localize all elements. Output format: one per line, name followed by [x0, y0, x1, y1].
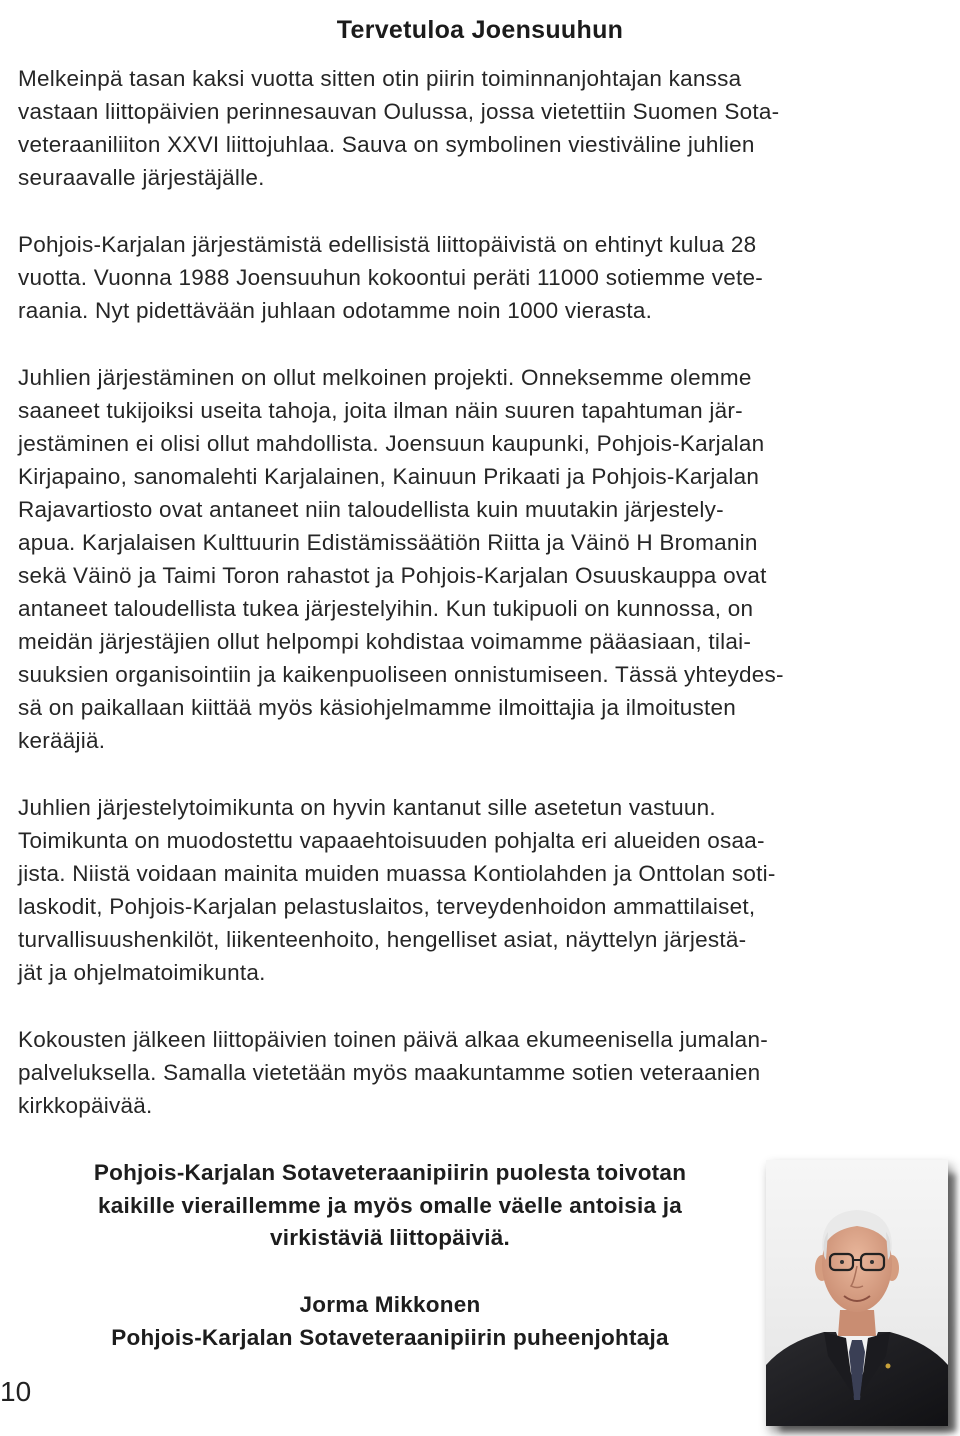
intro-paragraph: [18, 62, 942, 194]
text-line: apua. Karjalaisen Kulttuurin Edistämissäätiön Riitta ja Väinö H Bromanin: [18, 530, 758, 555]
text-line: vuotta. Vuonna 1988 Joensuuhun kokoontui peräti 11000 sotiemme vete-: [18, 265, 763, 290]
text-line: meidän järjestäjien ollut helpompi kohdistaa voimamme pääasiaan, tilai-: [18, 629, 752, 654]
text-line: kerääjiä.: [18, 728, 106, 753]
closing-line: kaikille vieraillemme ja myös omalle väelle antoisia ja: [97, 1192, 683, 1218]
text-line: Kirjapaino, sanomalehti Karjalainen, Kainuun Prikaati ja Pohjois-Karjalan: [18, 464, 760, 489]
closing-greeting: [20, 1157, 760, 1255]
closing-line: virkistäviä liittopäiviä.: [269, 1225, 511, 1250]
signature-role: Pohjois-Karjalan Sotaveteraanipiirin puheenjohtaja: [111, 1324, 669, 1350]
text-line: Melkeinpä tasan kaksi vuotta sitten otin piirin toiminnanjohtajan kanssa: [18, 66, 742, 91]
page-number: 10: [0, 1376, 32, 1407]
text-line: Juhlien järjestäminen on ollut melkoinen projekti. Onneksemme olemme: [18, 365, 752, 390]
text-line: antaneet taloudellista tukea järjestelyihin. Kun tukipuoli on kunnossa, on: [18, 596, 754, 621]
signature-name: Jorma Mikkonen: [299, 1292, 481, 1317]
closing-line: Pohjois-Karjalan Sotaveteraanipiirin puolesta toivotan: [93, 1160, 687, 1185]
text-line: Pohjois-Karjalan järjestämistä edellisistä liittopäivistä on ehtinyt kulua 28: [18, 232, 757, 257]
text-line: palveluksella. Samalla vietetään myös maakuntamme sotien veteraanien: [18, 1060, 761, 1085]
text-line: sekä Väinö ja Taimi Toron rahastot ja Pohjois-Karjalan Osuuskauppa ovat: [18, 563, 767, 588]
text-line: saaneet tukijoiksi useita tahoja, joita ilman näin suuren tapahtuman jär-: [18, 398, 743, 423]
text-line: Kokousten jälkeen liittopäivien toinen päivä alkaa ekumeenisella jumalan-: [18, 1027, 768, 1052]
text-line: jät ja ohjelmatoimikunta.: [18, 960, 266, 985]
sponsors-paragraph: [18, 361, 942, 757]
history-paragraph: [18, 228, 942, 327]
committee-paragraph: [18, 791, 942, 989]
text-line: seuraavalle järjestäjälle.: [18, 165, 265, 190]
text-line: jista. Niistä voidaan mainita muiden muassa Kontiolahden ja Onttolan soti-: [18, 861, 776, 886]
text-line: kirkkopäivää.: [18, 1093, 153, 1118]
text-line: Juhlien järjestelytoimikunta on hyvin kantanut sille asetetun vastuun.: [18, 795, 716, 820]
service-paragraph: [18, 1023, 942, 1122]
portrait-illustration: [766, 1160, 948, 1426]
text-line: veteraaniliiton XXVI liittojuhlaa. Sauva on symbolinen viestiväline juhlien: [18, 132, 755, 157]
text-line: raania. Nyt pidettävään juhlaan odotamme noin 1000 vierasta.: [18, 298, 653, 323]
page-title: Tervetuloa Joensuuhun: [336, 15, 624, 44]
text-line: jestäminen ei olisi ollut mahdollista. Joensuun kaupunki, Pohjois-Karjalan: [18, 431, 765, 456]
text-line: laskodit, Pohjois-Karjalan pelastuslaitos, terveydenhoidon ammattilaiset,: [18, 894, 756, 919]
signature-block: [20, 1289, 760, 1354]
text-line: Toimikunta on muodostettu vapaaehtoisuuden pohjalta eri alueiden osaa-: [18, 828, 765, 853]
portrait-photo: [766, 1160, 948, 1426]
text-line: vastaan liittopäivien perinnesauvan Oulussa, jossa vietettiin Suomen Sota-: [18, 99, 780, 124]
text-line: sä on paikallaan kiittää myös käsiohjelmamme ilmoittajia ja ilmoitusten: [18, 695, 737, 720]
text-line: Rajavartiosto ovat antaneet niin taloudellista kuin muutakin järjestely-: [18, 497, 724, 522]
text-line: suuksien organisointiin ja kaikenpuoliseen onnistumiseen. Tässä yhteydes-: [18, 662, 784, 687]
text-line: turvallisuushenkilöt, liikenteenhoito, hengelliset asiat, näyttelyn järjestä-: [18, 927, 747, 952]
